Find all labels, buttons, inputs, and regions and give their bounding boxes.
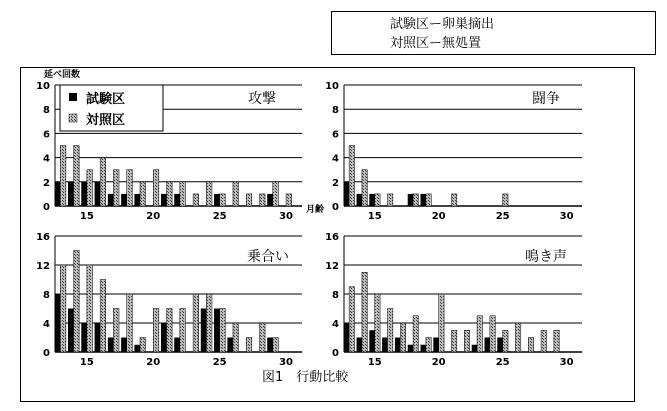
x-tick-label: 15 [79, 211, 94, 222]
bar-control [375, 194, 380, 206]
bar-control [541, 330, 546, 352]
bar-test [369, 194, 374, 206]
bar-control [87, 265, 93, 352]
bar-test [174, 194, 180, 206]
y-tick-label: 12 [325, 261, 339, 272]
panel-fighting [325, 81, 582, 222]
bar-control [388, 194, 393, 206]
bar-control [426, 194, 431, 206]
bar-test [344, 182, 349, 206]
y-tick-label: 6 [43, 129, 50, 141]
panel-mounting [36, 232, 302, 368]
y-tick-label: 12 [36, 261, 50, 272]
bar-control [74, 146, 80, 207]
bar-test [408, 194, 413, 206]
bar-test [55, 182, 61, 206]
bar-test [108, 194, 114, 206]
bar-test [134, 194, 140, 206]
bar-control [220, 194, 226, 206]
bar-control [362, 272, 367, 352]
x-tick-label: 25 [212, 211, 227, 222]
legend-swatch-control [69, 114, 77, 122]
bar-control [286, 194, 292, 206]
bar-test [357, 338, 362, 353]
series-legend [60, 85, 163, 131]
bar-control [60, 265, 66, 352]
bar-control [74, 251, 80, 353]
bar-test [55, 294, 61, 352]
y-tick-label: 4 [332, 153, 339, 165]
bar-control [515, 323, 520, 352]
panel-title: 攻撃 [248, 91, 276, 107]
y-tick-label: 0 [43, 202, 50, 213]
bar-control [400, 323, 405, 352]
bar-control [260, 194, 266, 206]
bar-test [68, 309, 74, 353]
bar-control [273, 182, 279, 206]
bar-control [362, 170, 367, 206]
x-tick-label: 20 [431, 211, 446, 222]
x-tick-label: 30 [559, 211, 574, 222]
bar-control [180, 309, 186, 353]
y-tick-label: 4 [43, 319, 50, 330]
bar-test [421, 345, 426, 352]
bar-control [413, 194, 418, 206]
bar-control [167, 309, 173, 353]
y-tick-label: 0 [43, 348, 50, 359]
bar-control [127, 294, 133, 352]
y-tick-label: 8 [43, 290, 50, 301]
bar-test [357, 194, 362, 206]
bar-control [233, 182, 239, 206]
bar-control [100, 158, 106, 206]
bar-control [113, 170, 119, 206]
bar-control [87, 170, 93, 206]
bar-test [201, 309, 207, 353]
bar-control [439, 294, 444, 352]
bar-control [464, 330, 469, 352]
bar-control [140, 182, 146, 206]
bar-test [497, 338, 502, 353]
bar-test [161, 194, 167, 206]
bar-test [174, 338, 180, 353]
bar-test [108, 338, 114, 353]
y-tick-label: 8 [332, 105, 339, 117]
x-tick-label: 15 [367, 211, 382, 222]
y-tick-label: 8 [332, 290, 339, 301]
bar-control [153, 309, 159, 353]
y-tick-label: 8 [43, 105, 50, 117]
bar-test [68, 182, 74, 206]
y-tick-label: 4 [43, 153, 50, 165]
y-tick-label: 10 [325, 81, 339, 92]
y-tick-label: 0 [332, 348, 339, 359]
x-tick-label: 15 [367, 357, 382, 368]
bar-test [267, 194, 273, 206]
bar-control [349, 146, 354, 207]
bar-control [206, 294, 212, 352]
bar-control [233, 323, 239, 352]
bar-control [375, 294, 380, 352]
treatment-note-test: 試験区ー卵巣摘出 [390, 17, 495, 32]
bar-test [81, 323, 87, 352]
bar-control [426, 338, 431, 353]
x-tick-label: 25 [495, 357, 510, 368]
bar-control [349, 287, 354, 352]
bar-test [214, 194, 220, 206]
bar-control [388, 309, 393, 353]
y-tick-label: 2 [43, 177, 50, 189]
x-tick-label: 30 [279, 357, 294, 368]
bar-test [95, 323, 101, 352]
x-axis-label: 月齢 [306, 205, 325, 215]
figure-caption: 図1 行動比較 [262, 370, 349, 385]
bar-control [554, 330, 559, 352]
bar-test [369, 330, 374, 352]
legend-label-test: 試験区 [86, 92, 126, 107]
bar-test [421, 194, 426, 206]
y-tick-label: 6 [332, 129, 339, 141]
bar-test [121, 194, 127, 206]
x-tick-label: 25 [212, 357, 227, 368]
bar-control [220, 309, 226, 353]
panel-title: 鳴き声 [525, 249, 567, 265]
x-tick-label: 20 [431, 357, 446, 368]
bar-control [490, 316, 495, 352]
panel-title: 闘争 [532, 91, 560, 107]
bar-control [451, 330, 456, 352]
bar-control [273, 338, 279, 353]
bar-control [113, 309, 119, 353]
x-tick-label: 20 [146, 211, 161, 222]
x-tick-label: 30 [559, 357, 574, 368]
bar-test [472, 345, 477, 352]
bar-test [344, 323, 349, 352]
x-tick-label: 25 [495, 211, 510, 222]
y-tick-label: 10 [36, 81, 50, 92]
bar-control [193, 294, 199, 352]
legend-label-control: 対照区 [86, 113, 126, 128]
bar-control [246, 194, 252, 206]
treatment-note-control: 対照区ー無処置 [390, 36, 482, 51]
bar-control [477, 316, 482, 352]
bar-test [408, 345, 413, 352]
y-tick-label: 2 [332, 177, 339, 189]
bar-test [214, 309, 220, 353]
bar-control [153, 170, 159, 206]
bar-test [433, 338, 438, 353]
y-tick-label: 16 [36, 232, 50, 243]
legend-swatch-test [69, 93, 77, 101]
bar-control [413, 316, 418, 352]
y-tick-label: 4 [332, 319, 339, 330]
bar-control [167, 182, 173, 206]
x-tick-label: 15 [79, 357, 94, 368]
bar-control [260, 323, 266, 352]
bar-control [193, 194, 199, 206]
bar-test [134, 345, 140, 352]
panel-vocalization [325, 232, 582, 368]
bar-test [395, 338, 400, 353]
bar-test [267, 338, 273, 353]
bar-test [484, 338, 489, 353]
y-tick-label: 16 [325, 232, 339, 243]
bar-control [206, 182, 212, 206]
y-axis-label: 延べ回数 [44, 70, 81, 80]
x-tick-label: 20 [146, 357, 161, 368]
bar-control [451, 194, 456, 206]
bar-test [382, 338, 387, 353]
bar-test [227, 338, 233, 353]
bar-test [95, 182, 101, 206]
bar-control [60, 146, 66, 207]
bar-control [100, 280, 106, 353]
y-tick-label: 0 [332, 202, 339, 213]
bar-control [503, 330, 508, 352]
bar-control [180, 182, 186, 206]
bar-control [127, 170, 133, 206]
bar-test [121, 338, 127, 353]
bar-test [81, 182, 87, 206]
bar-control [140, 338, 146, 353]
bar-test [161, 323, 167, 352]
x-tick-label: 30 [279, 211, 294, 222]
bar-control [528, 338, 533, 353]
panel-title: 乗合い [247, 249, 289, 265]
bar-control [246, 338, 252, 353]
bar-control [503, 194, 508, 206]
